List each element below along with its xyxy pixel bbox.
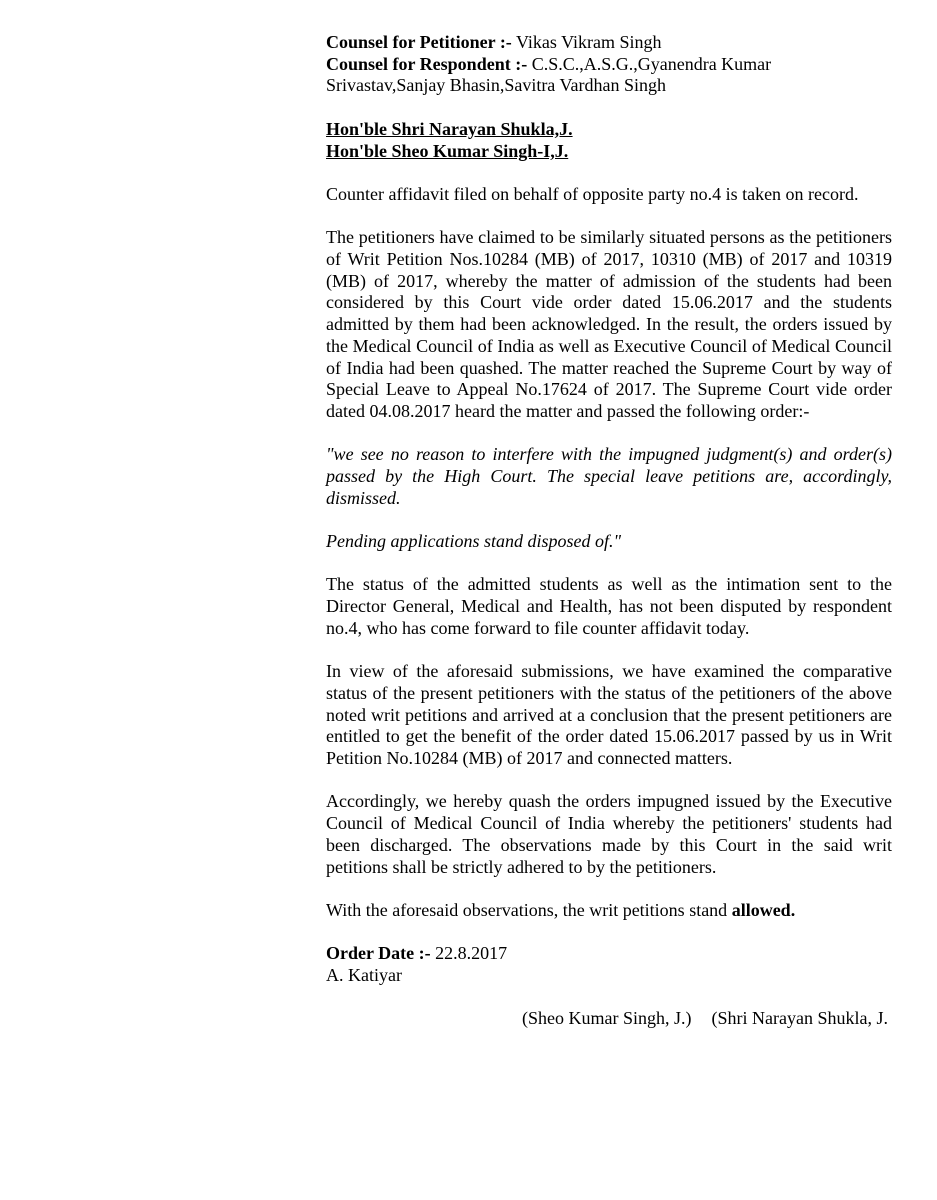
order-date-block	[326, 943, 892, 986]
order-date	[326, 943, 892, 965]
counsel-block	[326, 32, 892, 97]
paragraph-quash-orders: Accordingly, we hereby quash the orders impugned issued by the Executive Council of Medical Council of India whereby the petitioners' students had been discharged. The observations made by this Court in the said writ petitions shall be strictly adhered to by the petitioners.	[326, 791, 892, 877]
order-date-value: 22.8.2017	[430, 943, 508, 964]
counsel-petitioner	[326, 32, 892, 54]
counsel-respondent-label: Counsel for Respondent :-	[326, 53, 528, 74]
bench-judge-1: Hon'ble Shri Narayan Shukla,J.	[326, 118, 573, 139]
signature-shri-narayan-shukla: (Shri Narayan Shukla, J.	[711, 1008, 888, 1029]
quote-pending-applications: Pending applications stand disposed of."	[326, 531, 622, 552]
counsel-petitioner-label: Counsel for Petitioner :-	[326, 32, 512, 52]
writ-allowed-bold: allowed.	[731, 899, 796, 920]
counsel-respondent-value: C.S.C.,A.S.G.,Gyanendra Kumar Srivastav,Sanjay Bhasin,Savitra Vardhan Singh	[326, 53, 772, 96]
counsel-petitioner-value: Vikas Vikram Singh	[511, 32, 662, 52]
signature-sheo-kumar-singh: (Sheo Kumar Singh, J.)	[522, 1008, 692, 1029]
paragraph-writ-allowed	[326, 900, 892, 922]
counsel-respondent	[326, 54, 892, 97]
writ-allowed-text: With the aforesaid observations, the writ petitions stand	[326, 899, 732, 920]
paragraph-examination: In view of the aforesaid submissions, we have examined the comparative status of the present petitioners with the status of the petitioners of the above noted writ petitions and arrived at a conclusion that the present petitioners are entitled to get the benefit of the order dated 15.06.2017 passed by us in Writ Petition No.10284 (MB) of 2017 and connected matters.	[326, 661, 892, 769]
bench-block	[326, 119, 892, 162]
paragraph-petitioners-claim: The petitioners have claimed to be similarly situated persons as the petitioners of Writ Petition Nos.10284 (MB) of 2017, 10310 (MB) of 2017 and 10319 (MB) of 2017, whereby the matter of admission of the students had been considered by this Court vide order dated 15.06.2017 and the students admitted by them had been acknowledged. In the result, the orders issued by the Medical Council of India as well as Executive Council of Medical Council of India had been quashed. The matter reached the Supreme Court by way of Special Leave to Appeal No.17624 of 2017. The Supreme Court vide order dated 04.08.2017 heard the matter and passed the following order:-	[326, 227, 892, 421]
order-document	[326, 32, 892, 1030]
quote-supreme-court-order: "we see no reason to interfere with the impugned judgment(s) and order(s) passed by the High Court. The special leave petitions are, accordingly, dismissed.	[326, 444, 892, 508]
paragraph-counter-affidavit: Counter affidavit filed on behalf of opposite party no.4 is taken on record.	[326, 183, 859, 204]
paragraph-status-undisputed: The status of the admitted students as well as the intimation sent to the Director General, Medical and Health, has not been disputed by respondent no.4, who has come forward to file counter affidavit today.	[326, 574, 892, 638]
clerk-name: A. Katiyar	[326, 965, 402, 986]
signature-block	[326, 1008, 888, 1030]
bench-judge-2: Hon'ble Sheo Kumar Singh-I,J.	[326, 140, 569, 161]
order-date-label: Order Date :-	[326, 943, 431, 964]
